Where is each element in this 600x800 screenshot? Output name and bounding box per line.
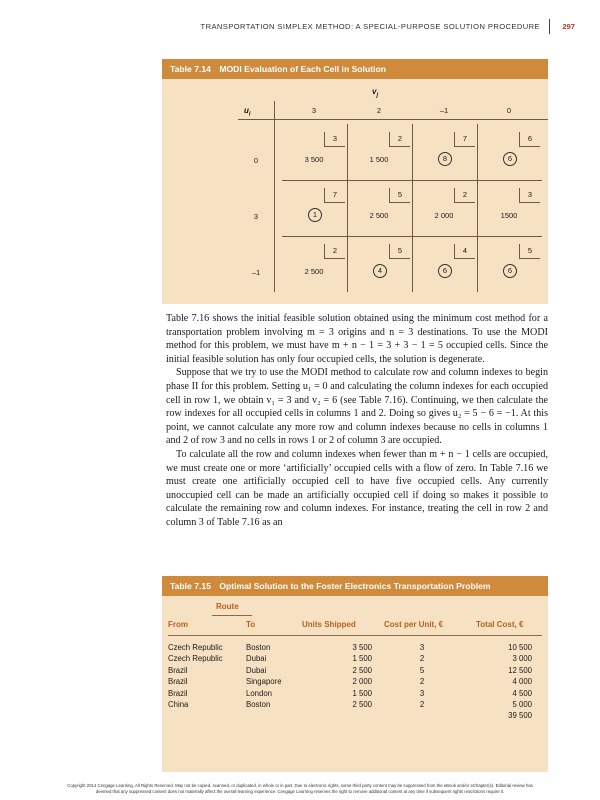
header-units-shipped: Units Shipped [302, 620, 356, 629]
cell-total-cost: 12 500 [508, 665, 532, 675]
table-7-14-caption [162, 59, 548, 79]
copyright-line-1: Copyright 2014 Cengage Learning. All Rights Reserved. May not be copied, scanned, or duplicated, in whole or in part. Due to electronic rights, some third party content may be suppressed from the eBook and/or eChapter(s). Editorial review has [67, 783, 533, 788]
cell-to: Singapore [246, 677, 282, 687]
cell-cost: 5 [389, 244, 410, 259]
cell-cost: 7 [454, 132, 475, 147]
cell-cost: 7 [324, 188, 345, 203]
grid-row-line [282, 236, 542, 237]
improvement-index-circle: 4 [373, 264, 387, 278]
v-value: 3 [311, 106, 317, 115]
cell-allocation: 2 500 [369, 211, 389, 220]
header-rule [168, 635, 542, 636]
cell-cost: 3 [519, 188, 540, 203]
improvement-index-circle: 6 [503, 264, 517, 278]
cell-total-cost: 3 000 [512, 654, 532, 664]
grand-total-row [162, 711, 548, 722]
table-row [162, 700, 548, 711]
cell-units-shipped: 2 000 [352, 677, 372, 687]
header-to: To [246, 620, 256, 629]
grid-column-line [347, 124, 348, 292]
modi-grid [162, 79, 548, 304]
column-headers [162, 620, 548, 634]
cell-cost: 5 [519, 244, 540, 259]
cell-cost: 4 [454, 244, 475, 259]
table-row [162, 654, 548, 665]
cell-cost: 5 [389, 188, 410, 203]
table-7-15 [162, 576, 548, 772]
cell-total-cost: 4 500 [512, 688, 532, 698]
table-7-15-caption [162, 576, 548, 596]
body-text [166, 312, 548, 530]
cell-from: Brazil [168, 665, 188, 675]
grid-u-divider [274, 101, 275, 292]
cell-allocation: 1 500 [369, 155, 389, 164]
cell-from: Czech Republic [168, 643, 223, 652]
grid-header-rule [238, 119, 548, 120]
improvement-index-circle: 8 [438, 152, 452, 166]
cell-total-cost: 5 000 [512, 699, 532, 709]
cell-to: Boston [246, 699, 271, 709]
cell-cost-per-unit: 5 [419, 665, 425, 675]
cell-cost: 2 [454, 188, 475, 203]
cell-units-shipped: 3 500 [352, 643, 372, 652]
cell-from: China [168, 699, 189, 709]
improvement-index-circle: 6 [503, 152, 517, 166]
cell-allocation: 2 500 [304, 267, 324, 276]
cell-from: Czech Republic [168, 654, 223, 664]
header-cost-per-unit: Cost per Unit, € [384, 620, 444, 629]
copyright-footer [14, 783, 586, 795]
table-title: Optimal Solution to the Foster Electronics Transportation Problem [219, 581, 491, 591]
copyright-line-2: deemed that any suppressed content does not materially affect the overall learning experience. Cengage Learning reserves the right to remove additional content at any time if subsequent rights restrictions require it. [95, 789, 505, 794]
header-from: From [168, 620, 188, 629]
running-header [0, 22, 600, 38]
ui-label: $u_i$ [244, 106, 251, 118]
cell-total-cost: 4 000 [512, 677, 532, 687]
running-header-title: TRANSPORTATION SIMPLEX METHOD: A SPECIAL-PURPOSE SOLUTION PROCEDURE [200, 22, 540, 31]
cell-cost: 2 [324, 244, 345, 259]
improvement-index-circle: 6 [438, 264, 452, 278]
paragraph-2: Suppose that we try to use the MODI method to calculate row and column indexes to begin phase II for this problem. Setting u₁ = 0 and calculating the column indexes for each occupied cell in row 1, we obtain v₁ = 3 and v₂ = 6 (see Table 7.16). Continuing, we then calculate the row indexes for all occupied cells in columns 1 and 2. Doing so gives u₂ = 5 − 6 = −1. At this point, we cannot calculate any more row and column indexes because no cells in columns 1 and 2 of row 3 and no cells in rows 1 or 2 of column 3 are occupied. [166, 367, 548, 447]
route-rule [212, 615, 252, 616]
table-7-14 [162, 59, 548, 304]
u-value: 3 [253, 212, 259, 221]
paragraph-3: To calculate all the row and column indexes when fewer than m + n − 1 cells are occupied, we must create one or more ‘artificially’ occupied cells with a flow of zero. In Table 7.16 we must create one artificially occupied cell to have five occupied cells. Any currently unoccupied cell can be made an artificially occupied cell if doing so makes it possible to calculate the remaining row and column indexes. For instance, treating the cell in row 2 and column 3 of Table 7.16 as an [166, 448, 548, 528]
table-title: MODI Evaluation of Each Cell in Solution [219, 64, 386, 74]
cell-from: Brazil [168, 688, 188, 698]
cell-total-cost: 10 500 [508, 643, 532, 652]
cell-cost-per-unit: 2 [419, 677, 425, 687]
u-value: 0 [253, 156, 259, 165]
cell-from: Brazil [168, 677, 188, 687]
route-label: Route [216, 602, 239, 611]
v-value: 2 [376, 106, 382, 115]
table-row [162, 666, 548, 677]
cell-to: London [246, 688, 273, 698]
v-value: 0 [506, 106, 512, 115]
grid-row-line [282, 180, 542, 181]
grid-column-line [477, 124, 478, 292]
grid-column-line [412, 124, 413, 292]
cell-cost-per-unit: 3 [419, 688, 425, 698]
header-divider [549, 19, 550, 34]
table-row [162, 689, 548, 700]
cell-units-shipped: 1 500 [352, 688, 372, 698]
page-number: 297 [562, 22, 575, 31]
table-row [162, 643, 548, 654]
cell-allocation: 2 000 [434, 211, 454, 220]
grand-total: 39 500 [508, 711, 532, 721]
cell-to: Boston [246, 643, 271, 652]
table-row [162, 677, 548, 688]
vj-label: $v_j$ [372, 87, 379, 99]
cell-to: Dubai [246, 665, 267, 675]
cell-cost: 3 [324, 132, 345, 147]
cell-cost-per-unit: 2 [419, 654, 425, 664]
cell-units-shipped: 1 500 [352, 654, 372, 664]
paragraph-1: Table 7.16 shows the initial feasible solution obtained using the minimum cost method for a transportation problem involving m = 3 origins and n = 3 destinations. To use the MODI method for this problem, we must have m + n − 1 = 3 + 3 − 1 = 5 occupied cells. Since the initial feasible solution has only four occupied cells, the solution is degenerate. [166, 313, 548, 365]
header-total-cost: Total Cost, € [476, 620, 524, 629]
cell-units-shipped: 2 500 [352, 699, 372, 709]
cell-cost-per-unit: 2 [419, 699, 425, 709]
table-number: Table 7.14 [170, 64, 211, 74]
cell-cost: 6 [519, 132, 540, 147]
cell-to: Dubai [246, 654, 267, 664]
u-value: –1 [251, 268, 261, 277]
cell-allocation: 3 500 [304, 155, 324, 164]
cell-units-shipped: 2 500 [352, 665, 372, 675]
cell-allocation: 1500 [500, 211, 518, 220]
v-value: –1 [439, 106, 449, 115]
cell-cost: 2 [389, 132, 410, 147]
table-number: Table 7.15 [170, 581, 211, 591]
cell-cost-per-unit: 3 [419, 643, 425, 652]
improvement-index-circle: 1 [308, 208, 322, 222]
table-body [162, 643, 548, 723]
